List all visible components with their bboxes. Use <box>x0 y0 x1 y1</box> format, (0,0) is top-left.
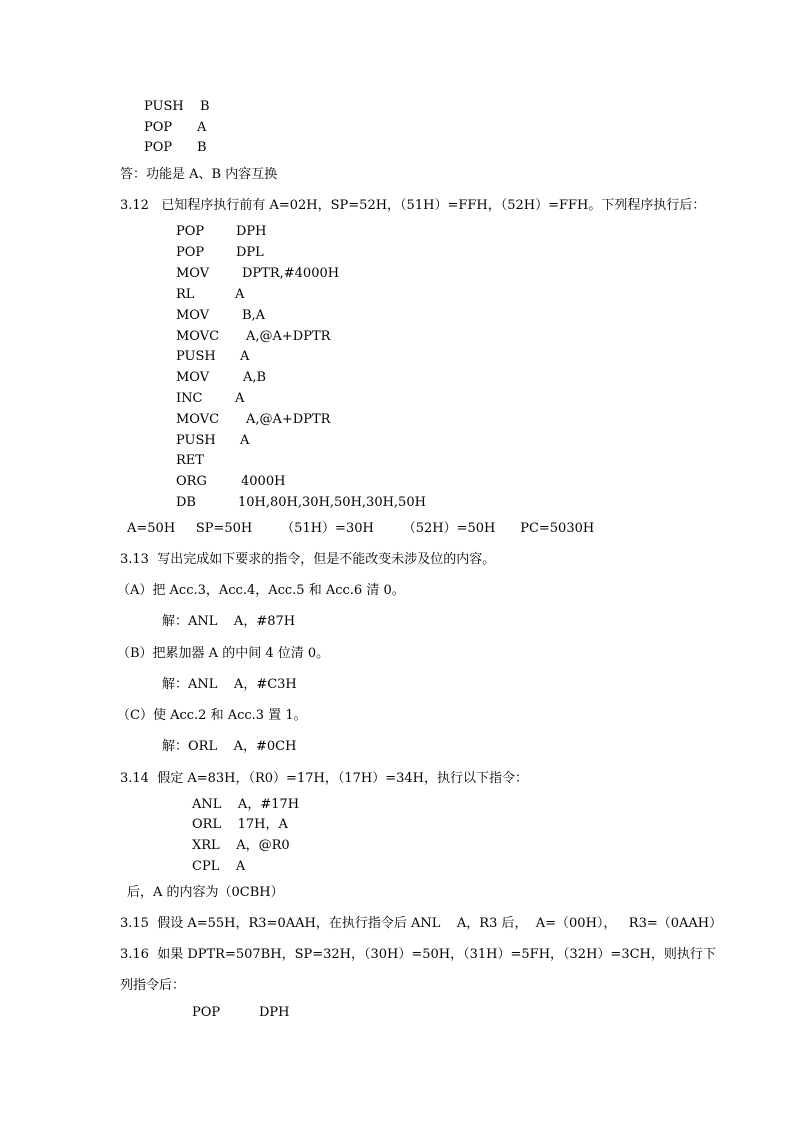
code-arg: DPH <box>236 224 267 239</box>
code-arg: 4000H <box>241 474 286 489</box>
code-line <box>176 495 426 511</box>
code-line <box>176 245 264 261</box>
question-3-12-result: A=50H SP=50H （51H）=30H （52H）=50H PC=5030H <box>127 521 595 536</box>
code-arg: B <box>197 140 207 155</box>
code-arg: A <box>240 433 250 448</box>
code-line <box>176 391 244 407</box>
question-3-13-part-c: （C）使 Acc.2 和 Acc.3 置 1。 <box>117 708 307 723</box>
code-op: MOVC <box>176 329 220 344</box>
question-3-16-line2: 列指令后： <box>120 978 186 993</box>
code-arg: A <box>235 287 245 302</box>
code-arg: DPH <box>259 1005 290 1020</box>
code-op: MOV <box>176 370 210 385</box>
code-op: PUSH <box>176 349 216 364</box>
question-3-15-text: 3.15 假设 A=55H，R3=0AAH，在执行指令后 ANL A，R3 后， A=（00H）， R3=（0AAH） <box>120 916 723 931</box>
code-line <box>176 224 267 240</box>
code-line <box>176 349 249 365</box>
question-3-14-title: 3.14 假定 A=83H，（R0）=17H，（17H）=34H，执行以下指令： <box>120 771 528 786</box>
code-arg: A,@A+DPTR <box>246 329 331 344</box>
code-line <box>176 370 266 386</box>
code-op: MOV <box>176 266 210 281</box>
code-line <box>176 266 339 282</box>
question-3-13-answer-c: 解：ORL A，#0CH <box>162 739 297 754</box>
question-3-14-result: 后，A 的内容为（0CBH） <box>127 885 284 900</box>
code-line <box>176 453 236 469</box>
code-line <box>144 99 210 115</box>
code-line: ANL A，#17H <box>192 797 300 812</box>
code-line <box>176 329 330 345</box>
code-line: ORL 17H，A <box>192 817 288 832</box>
code-op: MOV <box>176 308 210 323</box>
code-line <box>144 140 207 156</box>
code-arg: A <box>240 349 250 364</box>
code-arg: 10H,80H,30H,50H,30H,50H <box>238 495 426 510</box>
code-arg: B <box>200 99 210 114</box>
code-op: ORG <box>176 474 207 489</box>
code-op: PUSH <box>144 99 184 114</box>
code-line <box>176 308 265 324</box>
code-arg: A,B <box>243 370 267 385</box>
code-op: RET <box>176 453 204 468</box>
code-op: DB <box>176 495 196 510</box>
code-arg: A <box>197 120 207 135</box>
code-arg: A <box>235 391 245 406</box>
code-op: POP <box>176 224 205 239</box>
question-3-13-part-b: （B）把累加器 A 的中间 4 位清 0。 <box>117 646 330 661</box>
code-line: XRL A，@R0 <box>192 838 290 853</box>
question-3-16-line1: 3.16 如果 DPTR=507BH，SP=32H，（30H）=50H，（31H）=5FH，（32H）=3CH，则执行下 <box>120 947 716 962</box>
question-3-13-answer-b: 解：ANL A，#C3H <box>162 677 297 692</box>
code-line <box>176 474 285 490</box>
code-op: POP <box>144 140 173 155</box>
code-line <box>192 1005 290 1021</box>
question-3-13-answer-a: 解：ANL A，#87H <box>162 614 296 629</box>
code-op: POP <box>176 245 205 260</box>
code-arg: B,A <box>242 308 266 323</box>
code-line <box>176 412 330 428</box>
code-op: RL <box>176 287 195 302</box>
code-arg: DPTR,#4000H <box>242 266 340 281</box>
code-op: POP <box>192 1005 221 1020</box>
code-op: INC <box>176 391 203 406</box>
question-3-13-part-a: （A）把 Acc.3，Acc.4，Acc.5 和 Acc.6 清 0。 <box>117 583 405 598</box>
code-line <box>176 433 249 449</box>
code-line: CPL A <box>192 859 246 874</box>
answer-text: 答：功能是 A、B 内容互换 <box>120 167 278 182</box>
code-arg: DPL <box>236 245 264 260</box>
code-op: MOVC <box>176 412 220 427</box>
code-op: POP <box>144 120 173 135</box>
code-line <box>144 120 206 136</box>
code-arg: A,@A+DPTR <box>246 412 331 427</box>
question-3-13-title: 3.13 写出完成如下要求的指令，但是不能改变未涉及位的内容。 <box>120 552 496 567</box>
code-op: PUSH <box>176 433 216 448</box>
code-line <box>176 287 244 303</box>
question-3-12-title: 3.12 已知程序执行前有 A=02H，SP=52H，（51H）=FFH，（52H）=FFH。下列程序执行后： <box>120 198 706 213</box>
